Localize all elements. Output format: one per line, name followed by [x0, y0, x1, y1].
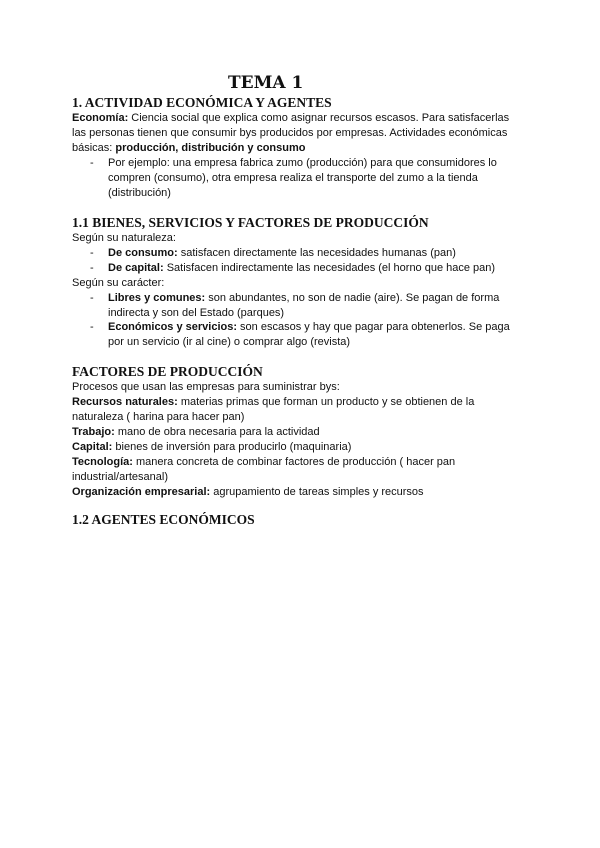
bullet-dash: -: [90, 292, 94, 304]
recursos-line-2: naturaleza ( harina para hacer pan): [72, 411, 245, 423]
economicos-text: [108, 320, 508, 350]
naturaleza-intro: [72, 231, 528, 246]
example-line-3: (distribución): [108, 187, 171, 199]
recursos-line-1: [72, 395, 528, 410]
tecnologia-line-2: industrial/artesanal): [72, 471, 168, 483]
libres-line-2: indirecta y son del Estado (parques): [108, 307, 285, 319]
bullet-dash: -: [90, 247, 94, 259]
consumo-definition: satisfacen directamente las necesidades humanas (pan): [177, 247, 456, 259]
economia-line-1: [72, 111, 528, 126]
factores-heading: FACTORES DE PRODUCCIÓN: [72, 364, 263, 379]
capital-line: [108, 261, 508, 276]
example-line-1: Por ejemplo: una empresa fabrica zumo (producción) para que consumidores lo: [108, 157, 497, 169]
caracter-intro: [72, 276, 528, 291]
economia-basicas-label: básicas:: [72, 142, 116, 154]
section-1-heading: 1. ACTIVIDAD ECONÓMICA Y AGENTES: [72, 95, 332, 110]
recursos-definition-1: materias primas que forman un producto y se obtienen de la: [177, 396, 475, 408]
economia-line-2: las personas tienen que consumir bys producidos por empresas. Actividades económicas: [72, 127, 508, 139]
economia-activities: producción, distribución y consumo: [115, 142, 306, 154]
libres-text: [108, 291, 508, 321]
capital-factor-definition: bienes de inversión para producirlo (maquinaria): [112, 441, 352, 453]
trabajo-line: [72, 425, 528, 440]
bullet-dash: -: [90, 157, 94, 169]
caracter-intro-text: Según su carácter:: [72, 277, 165, 289]
consumo-text: [108, 246, 508, 261]
economicos-term: Económicos y servicios:: [108, 321, 237, 333]
libres-term: Libres y comunes:: [108, 292, 206, 304]
organizacion-line: [72, 485, 528, 500]
page-title: TEMA 1: [228, 73, 304, 93]
organizacion-definition: agrupamiento de tareas simples y recursos: [210, 486, 424, 498]
libres-line-1: [108, 291, 508, 306]
section-1-1-heading: 1.1 BIENES, SERVICIOS Y FACTORES DE PRODUCCIÓN: [72, 215, 429, 230]
consumo-line: [108, 246, 508, 261]
economicos-line-1: [108, 320, 508, 335]
recursos-term: Recursos naturales:: [72, 396, 178, 408]
economia-line-3: [72, 141, 528, 156]
bullet-dash: -: [90, 262, 94, 274]
factores-list: [72, 380, 528, 500]
bullet-dash: -: [90, 321, 94, 333]
naturaleza-intro-text: Según su naturaleza:: [72, 232, 176, 244]
libres-definition-1: son abundantes, no son de nadie (aire). Se pagan de forma: [205, 292, 500, 304]
capital-factor-term: Capital:: [72, 441, 113, 453]
organizacion-term: Organización empresarial:: [72, 486, 211, 498]
capital-definition: Satisfacen indirectamente las necesidades (el horno que hace pan): [163, 262, 496, 274]
factores-intro: Procesos que usan las empresas para suministrar bys:: [72, 381, 340, 393]
consumo-term: De consumo:: [108, 247, 178, 259]
capital-factor-line: [72, 440, 528, 455]
tecnologia-line-1: [72, 455, 528, 470]
trabajo-term: Trabajo:: [72, 426, 115, 438]
example-text: [108, 156, 508, 201]
economia-definition-1: Ciencia social que explica como asignar recursos escasos. Para satisfacerlas: [128, 112, 510, 124]
economia-term: Economía:: [72, 112, 129, 124]
economia-paragraph: [72, 111, 528, 156]
trabajo-definition: mano de obra necesaria para la actividad: [114, 426, 320, 438]
tecnologia-term: Tecnología:: [72, 456, 133, 468]
capital-term: De capital:: [108, 262, 164, 274]
capital-text: [108, 261, 508, 276]
economicos-line-2: por un servicio (ir al cine) o comprar algo (revista): [108, 336, 351, 348]
tecnologia-definition-1: manera concreta de combinar factores de producción ( hacer pan: [132, 456, 456, 468]
section-1-2-heading: 1.2 AGENTES ECONÓMICOS: [72, 512, 255, 527]
economicos-definition-1: son escasos y hay que pagar para obtenerlos. Se paga: [237, 321, 510, 333]
example-line-2: compren (consumo), otra empresa realiza el transporte del zumo a la tienda: [108, 172, 478, 184]
